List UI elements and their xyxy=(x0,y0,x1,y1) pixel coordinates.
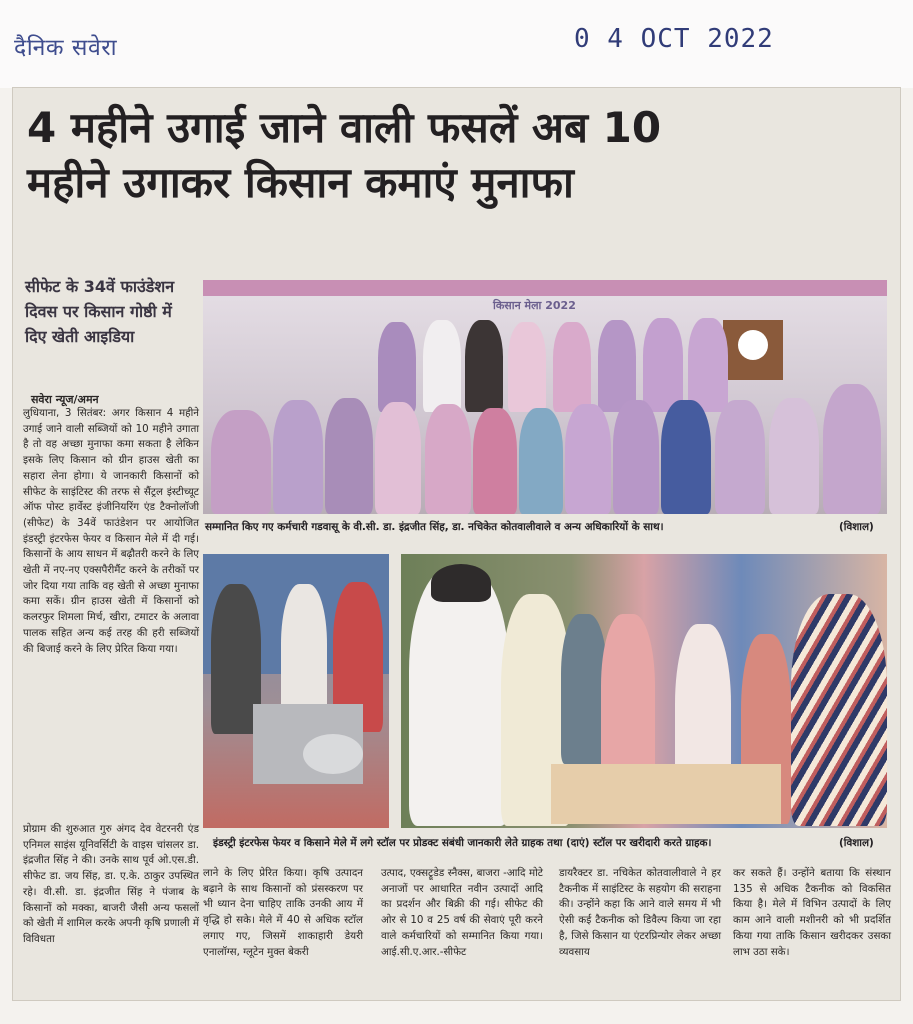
person xyxy=(325,398,373,514)
headline xyxy=(27,100,887,210)
person xyxy=(465,320,503,412)
article-column-4: डायरैक्टर डा. नचिकेत कोतवालीवाले ने हर टैकनीक में साइंटिस्ट के सहयोग की सराहना की। उन्होंने कहा कि आने वाले समय में भी ऐसी कई टैकनीक को डिवैल्प किया जा रहा है, जिसे किसान या एंटरप्रिन्योर लेकर अच्छा व्यवसाय xyxy=(559,867,721,958)
stall-photo-right xyxy=(401,554,887,828)
bottom-photo-caption: इंडस्ट्री इंटरफेस फेयर व किसाने मेले में लगे स्टॉल पर प्रोडक्ट संबंधी जानकारी लेते ग्राहक तथा (दाएं) स्टॉल पर खरीदारी करते ग्राहक। xyxy=(213,837,712,849)
subheadline: सीफेट के 34वें फाउंडेशन दिवस पर किसान गोष्ठी में दिए खेती आइडिया xyxy=(25,277,175,346)
bottom-photo-credit: (विशाल) xyxy=(839,837,874,849)
person xyxy=(643,318,683,412)
person xyxy=(661,400,711,514)
headline-line-1: 4 महीने उगाई जाने वाली फसलें अब 10 xyxy=(27,103,662,152)
photo-banner xyxy=(203,280,887,296)
scan-header-strip xyxy=(0,0,913,88)
turban xyxy=(431,564,491,602)
person xyxy=(273,400,323,514)
person xyxy=(553,322,591,412)
person xyxy=(598,320,636,412)
person xyxy=(565,404,611,514)
person xyxy=(688,318,728,412)
person xyxy=(715,400,765,514)
person xyxy=(375,402,421,514)
product-table xyxy=(551,764,781,824)
person xyxy=(409,568,509,826)
person xyxy=(425,404,471,514)
stall-photo-left xyxy=(203,554,389,828)
person xyxy=(211,410,271,514)
article-column-5: कर सकते हैं। उन्होंने बताया कि संस्थान 135 से अधिक टैकनीक को विकसित किया है। मेले में विभिन उत्पादों के लिए काम आने वाली मशीनरी को भी प्रदर्शित किया गया ताकि किसान खरीदकर उसका लाभ उठा सके। xyxy=(733,867,891,958)
steel-bowl xyxy=(303,734,363,774)
byline: सवेरा न्यूज/अमन xyxy=(31,393,99,406)
newspaper-clipping xyxy=(13,88,900,1000)
person xyxy=(769,398,819,514)
person xyxy=(473,408,517,514)
person xyxy=(423,320,461,412)
person xyxy=(613,400,659,514)
article-column-1-continued: प्रोग्राम की शुरुआत गुरु अंगद देव वेटरनरी एंड एनिमल साइंस यूनिवर्सिटी के वाइस चांसलर डा. इंद्रजीत सिंह ने की। उनके साथ पूर्व ओ.एस.डी. सीफेट डा. जय सिंह, डा. ए.के. ठाकुर उपस्थित रहे। वी.सी. डा. इंद्रजीत सिंह ने पंजाब के किसानों को मक्का, बाजरी जैसी अन्य फसलों को खेती में शामिल करके अपनी कृषि प्रणाली में विविधता xyxy=(23,823,199,945)
headline-line-2: महीने उगाकर किसान कमाएं मुनाफा xyxy=(27,158,574,207)
person xyxy=(519,408,563,514)
top-photo-credit: (विशाल) xyxy=(839,521,874,533)
newspaper-name: दैनिक सवेरा xyxy=(14,35,118,61)
article-column-2: लाने के लिए प्रेरित किया। कृषि उत्पादन बढ़ाने के साथ किसानों को प्रंसस्करण पर भी ध्यान देना चाहिए ताकि उनकी आय में वृद्धि हो सके। मेले में 40 से अधिक स्टॉल लगाए गए, जिसमें शाकाहारी डेयरी एनालॉग्स, ग्लूटेन मुक्त बेकरी xyxy=(203,867,363,958)
publication-date: 0 4 OCT 2022 xyxy=(574,24,774,54)
podium-logo xyxy=(738,330,768,360)
top-photo-caption: सम्मानित किए गए कर्मचारी गडवासू के वी.सी. डा. इंद्रजीत सिंह, डा. नचिकेत कोतवालीवाले व अन्य अधिकारियों के साथ। xyxy=(205,521,664,533)
person xyxy=(823,384,881,514)
person xyxy=(508,322,546,412)
person xyxy=(378,322,416,412)
photo-banner-text: किसान मेला 2022 xyxy=(493,299,576,312)
person xyxy=(791,594,887,826)
group-photo xyxy=(203,280,887,514)
article-column-1: लुधियाना, 3 सितंबर: अगर किसान 4 महीने उगाई जाने वाली सब्जियों को 10 महीने उगाता है तो वह अच्छा मुनाफा कमा सकता है लेकिन इसके लिए किसान को ग्रीन हाउस खेती का सहारा लेना होगा। ये जानकारी किसानों को सीफेट के साइंटिस्ट की तरफ से सैंट्रल इंस्टीच्यूट ऑफ पोस्ट हार्वेस्ट इंजीनियरिंग एंड टैक्नोलॉजी (सीफेट) के 34वें फाउंडेशन पर आयोजित इंडस्ट्री इंटरफेस फेयर व किसान मेले में दी गई। किसानों के आय साधन में बढ़ौतरी करने के लिए खेती में नए-नए एक्सपैरीमैंट करने के तरीकों पर जोर दिया गया ताकि वह खेती से अच्छा मुनाफा कमा सकें। ग्रीन हाउस खेती में किसानों को कलरफुर शिमला मिर्च, खीरा, टमाटर के अलावा पालक सहित अन्य कई तरह की हरी सब्जियों की बिजाई करने के लिए प्रेरित किया गया। xyxy=(23,407,199,655)
article-column-3: उत्पाद, एक्सट्रूडेड स्नैक्स, बाजरा -आदि मोटे अनाजों पर आधारित नवीन उत्पादों आदि का प्रदर्शन और बिक्री की गई। सीफेट की ओर से 10 व 25 वर्ष की सेवाएं पूरी करने वाले कर्मचारियों को सम्मानित किया गया। आई.सी.ए.आर.-सीफेट xyxy=(381,867,543,958)
